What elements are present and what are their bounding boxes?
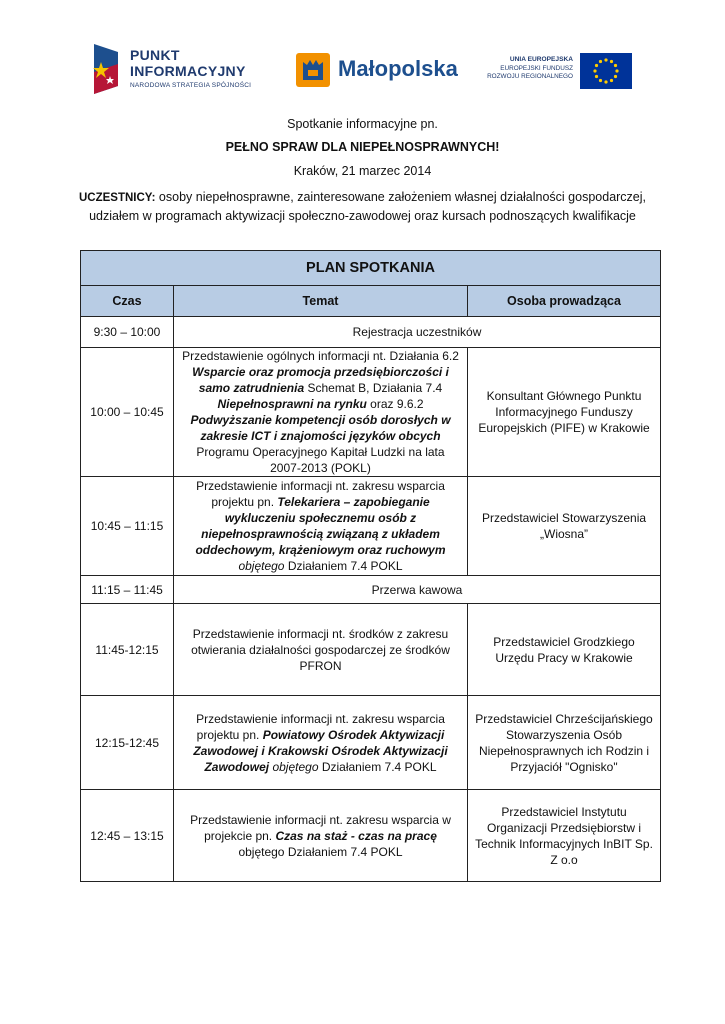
row-topic: Rejestracja uczestników — [174, 317, 661, 348]
topic-italic-text: objętego — [238, 559, 285, 573]
topic-text: Przedstawienie informacji nt. zakresu wsparcia w projekcie pn. — [190, 812, 451, 843]
topic-text: Przedstawienie ogólnych informacji nt. Działania 6.2 — [182, 349, 459, 363]
participants-text: osoby niepełnosprawne, zainteresowane założeniem własnej działalności gospodarczej, udziałem w programach aktywizacji społeczno-zawodowej oraz kursach podnoszących kwalifikacje — [89, 190, 647, 223]
row-topic — [174, 790, 468, 882]
malopolska-text: Małopolska — [338, 56, 458, 81]
row-time: 12:15-12:45 — [81, 696, 174, 790]
eu-text — [487, 56, 573, 82]
topic-text: Działaniem 7.4 POKL — [318, 759, 437, 774]
row-time: 11:15 – 11:45 — [81, 576, 174, 604]
eu-flag-icon — [580, 53, 632, 89]
star-flag-icon — [90, 42, 120, 96]
eu-text-line2: EUROPEJSKI FUNDUSZ — [500, 64, 573, 72]
topic-bold-text: Niepełnosprawni na rynku — [217, 397, 367, 411]
col-header-time: Czas — [81, 286, 174, 317]
event-title: PEŁNO SPRAW DLA NIEPEŁNOSPRAWNYCH! — [225, 140, 500, 154]
topic-bold-text: Wsparcie oraz promocja przedsiębiorczości i samo zatrudnienia — [192, 365, 449, 395]
table-row — [81, 317, 661, 348]
topic-bold-text: Telekariera – zapobieganie wykluczeniu społecznemu osób z niepełnosprawnością związaną z układem oddechowym, krążeniowym oraz ruchowym — [195, 495, 446, 557]
eu-text-line3: ROZWOJU REGIONALNEGO — [487, 73, 573, 80]
table-row — [81, 790, 661, 882]
topic-italic-text: objętego — [269, 759, 319, 774]
row-topic — [174, 348, 468, 477]
topic-bold-text: Podwyższanie kompetencji osób dorosłych w zakresie ICT i znajomości języków obcych — [190, 413, 451, 443]
table-row — [81, 477, 661, 576]
row-time: 9:30 – 10:00 — [81, 317, 174, 348]
topic-text: Przedstawienie informacji nt. zakresu wsparcia projektu pn. — [196, 711, 445, 742]
punkt-informacyjny-logo — [90, 42, 265, 98]
table-row — [81, 696, 661, 790]
row-person: Przedstawiciel Grodzkiego Urzędu Pracy w Krakowie — [468, 604, 661, 696]
table-header-row — [81, 286, 661, 317]
row-person: Przedstawiciel Stowarzyszenia „Wiosna” — [468, 477, 661, 576]
row-topic — [174, 696, 468, 790]
table-title-row — [81, 251, 661, 286]
logo-text-informacyjny: INFORMACYJNY — [130, 63, 246, 79]
topic-bold-text: Powiatowy Ośrodek Aktywizacji Zawodowej i Krakowski Ośrodek Aktywizacji Zawodowej — [193, 727, 448, 774]
plan-table — [80, 250, 661, 882]
topic-text: Przedstawienie informacji nt. zakresu wsparcia projektu pn. — [196, 479, 445, 509]
intro-line: Spotkanie informacyjne pn. — [287, 117, 438, 131]
row-topic: Przerwa kawowa — [174, 576, 661, 604]
topic-bold-text: Czas na staż - czas na pracę — [275, 828, 437, 843]
place-date: Kraków, 21 marzec 2014 — [293, 164, 432, 178]
row-time: 12:45 – 13:15 — [81, 790, 174, 882]
malopolska-logo — [296, 53, 466, 91]
participants — [70, 188, 655, 225]
row-time: 11:45-12:15 — [81, 604, 174, 696]
eu-logo — [485, 53, 633, 91]
eu-text-line1: UNIA EUROPEJSKA — [509, 56, 573, 63]
topic-text: Działaniem 7.4 POKL — [284, 559, 403, 573]
participants-label: UCZESTNICY: — [78, 192, 156, 204]
row-person: Przedstawiciel Chrześcijańskiego Stowarzyszenia Osób Niepełnosprawnych ich Rodzin i Przyjaciół "Ognisko" — [468, 696, 661, 790]
row-person: Konsultant Głównego Punktu Informacyjnego Funduszy Europejskich (PIFE) w Krakowie — [468, 348, 661, 477]
table-row — [81, 604, 661, 696]
col-header-person: Osoba prowadząca — [468, 286, 661, 317]
row-time: 10:00 – 10:45 — [81, 348, 174, 477]
topic-text: oraz 9.6.2 — [366, 397, 424, 411]
col-header-topic: Temat — [174, 286, 468, 317]
logo-text-punkt: PUNKT — [130, 47, 180, 63]
table-row — [81, 348, 661, 477]
row-topic — [174, 477, 468, 576]
topic-text: objętego Działaniem 7.4 POKL — [238, 844, 403, 859]
topic-text: Programu Operacyjnego Kapitał Ludzki na lata 2007-2013 (POKL) — [196, 445, 445, 475]
malopolska-crest-icon — [296, 53, 330, 87]
table-title: PLAN SPOTKANIA — [81, 251, 661, 286]
topic-text: Schemat B, Działania 7.4 — [304, 381, 443, 395]
table-row — [81, 576, 661, 604]
row-time: 10:45 – 11:15 — [81, 477, 174, 576]
row-person: Przedstawiciel Instytutu Organizacji Przedsiębiorstw i Technik Informacyjnych InBIT Sp. Z o.o — [468, 790, 661, 882]
logo-text-nss: NARODOWA STRATEGIA SPÓJNOŚCI — [130, 82, 252, 89]
row-topic: Przedstawienie informacji nt. środków z zakresu otwierania działalności gospodarczej ze środków PFRON — [174, 604, 468, 696]
